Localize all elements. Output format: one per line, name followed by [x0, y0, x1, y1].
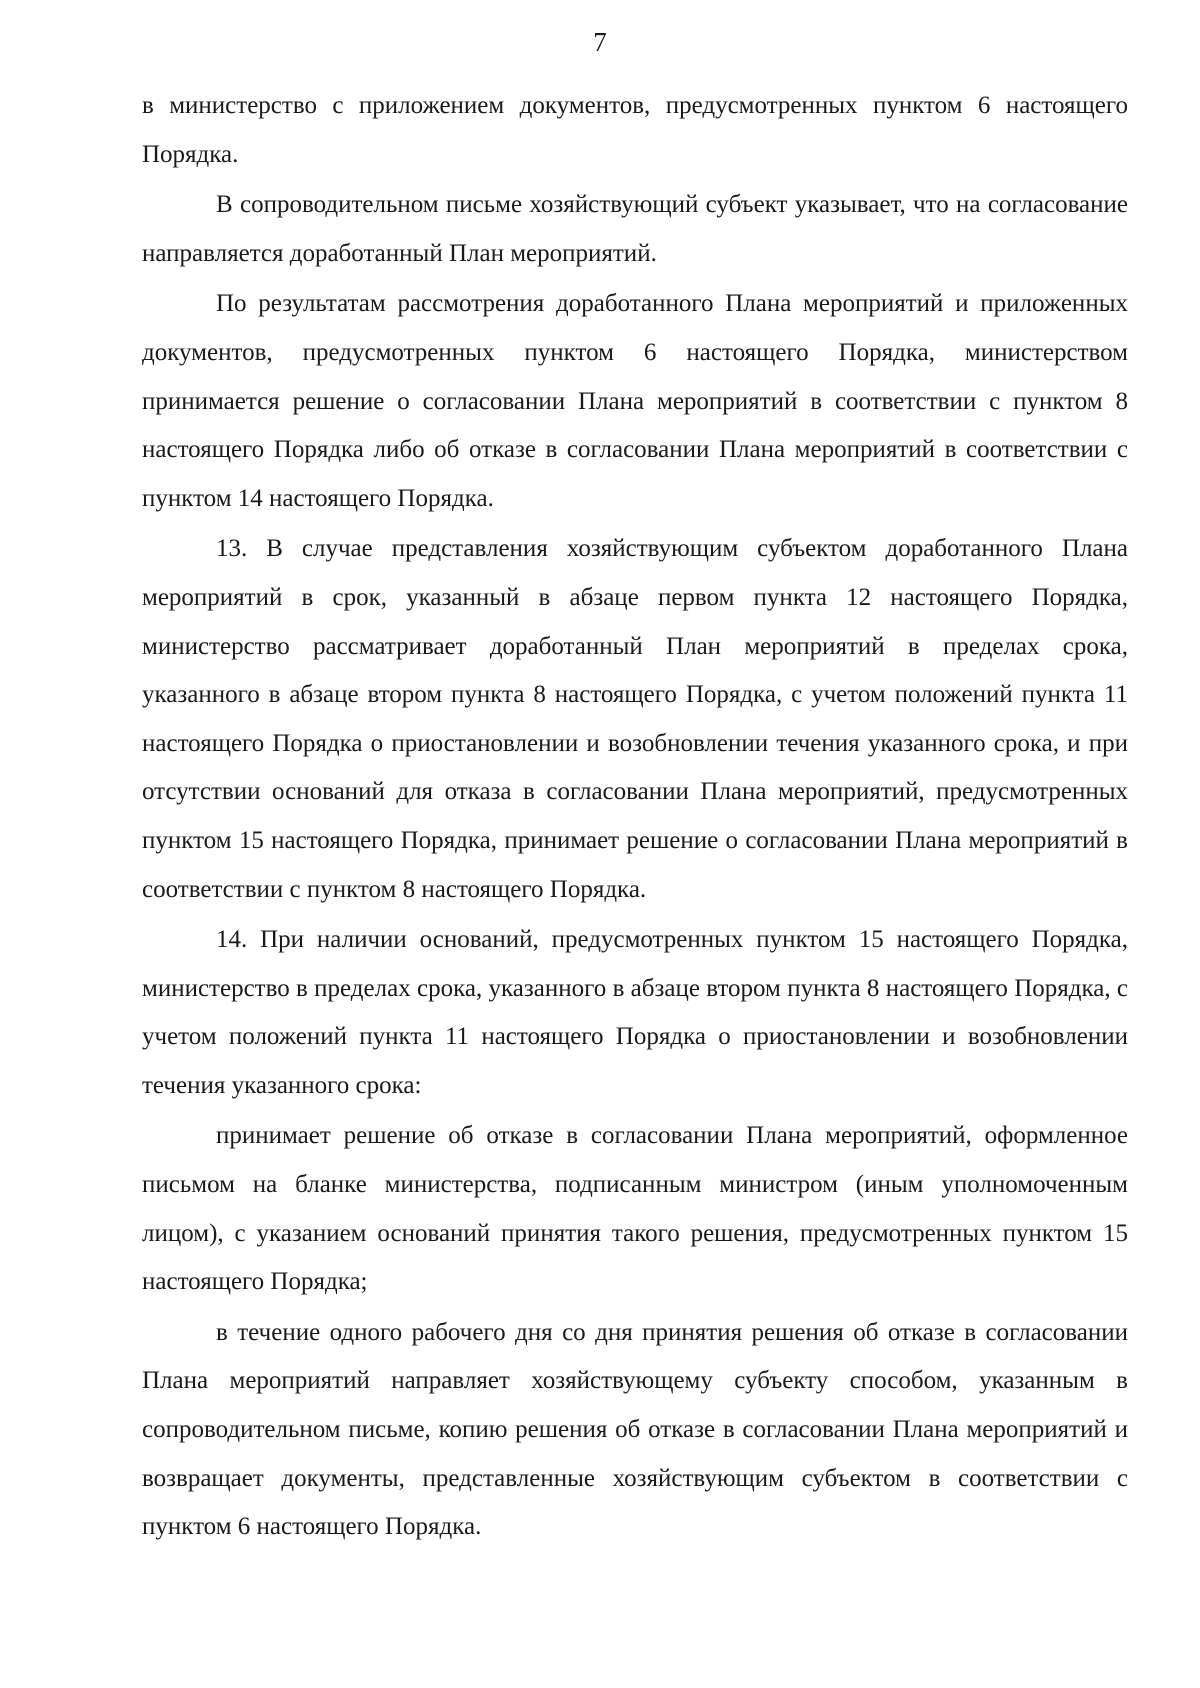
- paragraph-continuation: в министерство с приложением документов, предусмотренных пунктом 6 настоящего Порядка.: [142, 92, 1128, 168]
- paragraph-refusal-decision: принимает решение об отказе в согласовании Плана мероприятий, оформленное письмом на бланке министерства, подписанным министром (иным уполномоченным лицом), с указанием оснований принятия такого решения, предусмотренных пунктом 15 настоящего Порядка;: [142, 1122, 1128, 1296]
- paragraph-refusal-notice: в течение одного рабочего дня со дня принятия решения об отказе в согласовании Плана мероприятий направляет хозяйствующему субъекту способом, указанным в сопроводительном письме, копию решения об отказе в согласовании Плана мероприятий и возвращает документы, представленные хозяйствующим субъектом в соответствии с пунктом 6 настоящего Порядка.: [142, 1318, 1128, 1541]
- page-number: 7: [593, 27, 607, 57]
- paragraph-cover-letter: В сопроводительном письме хозяйствующий субъект указывает, что на согласование направляется доработанный План мероприятий.: [142, 191, 1128, 267]
- paragraph-item-14: 14. При наличии оснований, предусмотренных пунктом 15 настоящего Порядка, министерство в пределах срока, указанного в абзаце втором пункта 8 настоящего Порядка, с учетом положений пункта 11 настоящего Порядка о приостановлении и возобновлении течения указанного срока:: [142, 926, 1128, 1099]
- paragraph-item-13: 13. В случае представления хозяйствующим субъектом доработанного Плана мероприятий в срок, указанный в абзаце первом пункта 12 настоящего Порядка, министерство рассматривает доработанный План мероприятий в пределах срока, указанного в абзаце втором пункта 8 настоящего Порядка, с учетом положений пункта 11 настоящего Порядка о приостановлении и возобновлении течения указанного срока, и при отсутствии оснований для отказа в согласовании Плана мероприятий, предусмотренных пунктом 15 настоящего Порядка, принимает решение о согласовании Плана мероприятий в соответствии с пунктом 8 настоящего Порядка.: [142, 535, 1128, 903]
- paragraph-review-results: По результатам рассмотрения доработанного Плана мероприятий и приложенных документов, предусмотренных пунктом 6 настоящего Порядка, министерством принимается решение о согласовании Плана мероприятий в соответствии с пунктом 8 настоящего Порядка либо об отказе в согласовании Плана мероприятий в соответствии с пунктом 14 настоящего Порядка.: [142, 290, 1128, 512]
- document-body: [142, 82, 1128, 1552]
